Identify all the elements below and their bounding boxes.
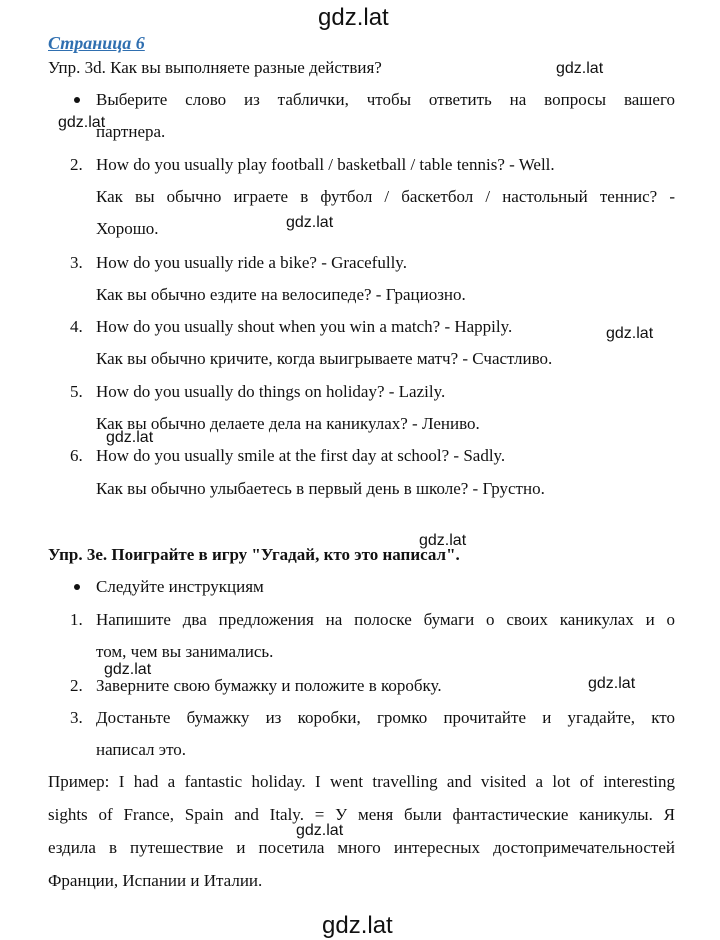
watermark: gdz.lat bbox=[588, 675, 636, 692]
example-line: sights of France, Spain and Italy. = У меня были фантастические каникулы. Я bbox=[48, 805, 675, 824]
bullet-text-cont: партнера. bbox=[96, 122, 166, 141]
exercise-3d-heading: Упр. 3d. Как вы выполняете разные действия? bbox=[48, 58, 382, 77]
watermark: gdz.lat bbox=[58, 114, 106, 131]
bullet-text: Следуйте инструкциям bbox=[96, 577, 264, 596]
exercise-3e-heading: Упр. 3e. Поиграйте в игру "Угадай, кто это написал". bbox=[48, 545, 460, 564]
watermark-top: gdz.lat bbox=[318, 4, 389, 31]
watermark-bottom: gdz.lat bbox=[322, 912, 393, 939]
page-link[interactable]: Страница 6 bbox=[48, 33, 145, 53]
bullet-icon bbox=[74, 97, 80, 103]
step-text: Достаньте бумажку из коробки, громко прочитайте и угадайте, кто bbox=[96, 708, 675, 727]
watermark: gdz.lat bbox=[106, 429, 154, 446]
item-number: 4. bbox=[70, 317, 83, 336]
step-text: Заверните свою бумажку и положите в коробку. bbox=[96, 676, 442, 695]
item-russian: Как вы обычно улыбаетесь в первый день в школе? - Грустно. bbox=[96, 479, 545, 498]
step-text-cont: том, чем вы занимались. bbox=[96, 642, 274, 661]
watermark: gdz.lat bbox=[296, 822, 344, 839]
item-number: 6. bbox=[70, 446, 83, 465]
item-russian: Как вы обычно ездите на велосипеде? - Грациозно. bbox=[96, 285, 466, 304]
item-russian: Как вы обычно делаете дела на каникулах? - Лениво. bbox=[96, 414, 480, 433]
item-number: 3. bbox=[70, 253, 83, 272]
item-english: How do you usually shout when you win a match? - Happily. bbox=[96, 317, 513, 336]
watermark: gdz.lat bbox=[556, 60, 604, 77]
item-russian-cont: Хорошо. bbox=[96, 219, 159, 238]
bullet-text: Выберите слово из таблички, чтобы ответить на вопросы вашего bbox=[96, 90, 675, 109]
example-line: ездила в путешествие и посетила много интересных достопримечательностей bbox=[48, 838, 675, 857]
watermark: gdz.lat bbox=[419, 532, 467, 549]
item-russian: Как вы обычно кричите, когда выигрываете матч? - Счастливо. bbox=[96, 349, 553, 368]
item-english: How do you usually play football / basketball / table tennis? - Well. bbox=[96, 155, 555, 174]
step-number: 2. bbox=[70, 676, 83, 695]
example-line: Пример: I had a fantastic holiday. I went travelling and visited a lot of interesting bbox=[48, 772, 675, 791]
watermark: gdz.lat bbox=[606, 325, 654, 342]
bullet-icon bbox=[74, 584, 80, 590]
step-text-cont: написал это. bbox=[96, 740, 187, 759]
item-russian: Как вы обычно играете в футбол / баскетбол / настольный теннис? - bbox=[96, 187, 675, 206]
item-english: How do you usually ride a bike? - Gracefully. bbox=[96, 253, 407, 272]
step-text: Напишите два предложения на полоске бумаги о своих каникулах и о bbox=[96, 610, 675, 629]
step-number: 1. bbox=[70, 610, 83, 629]
item-english: How do you usually do things on holiday? - Lazily. bbox=[96, 382, 446, 401]
watermark: gdz.lat bbox=[286, 214, 334, 231]
item-number: 2. bbox=[70, 155, 83, 174]
step-number: 3. bbox=[70, 708, 83, 727]
example-line: Франции, Испании и Италии. bbox=[48, 871, 263, 890]
item-number: 5. bbox=[70, 382, 83, 401]
watermark: gdz.lat bbox=[104, 661, 152, 678]
item-english: How do you usually smile at the first day at school? - Sadly. bbox=[96, 446, 506, 465]
